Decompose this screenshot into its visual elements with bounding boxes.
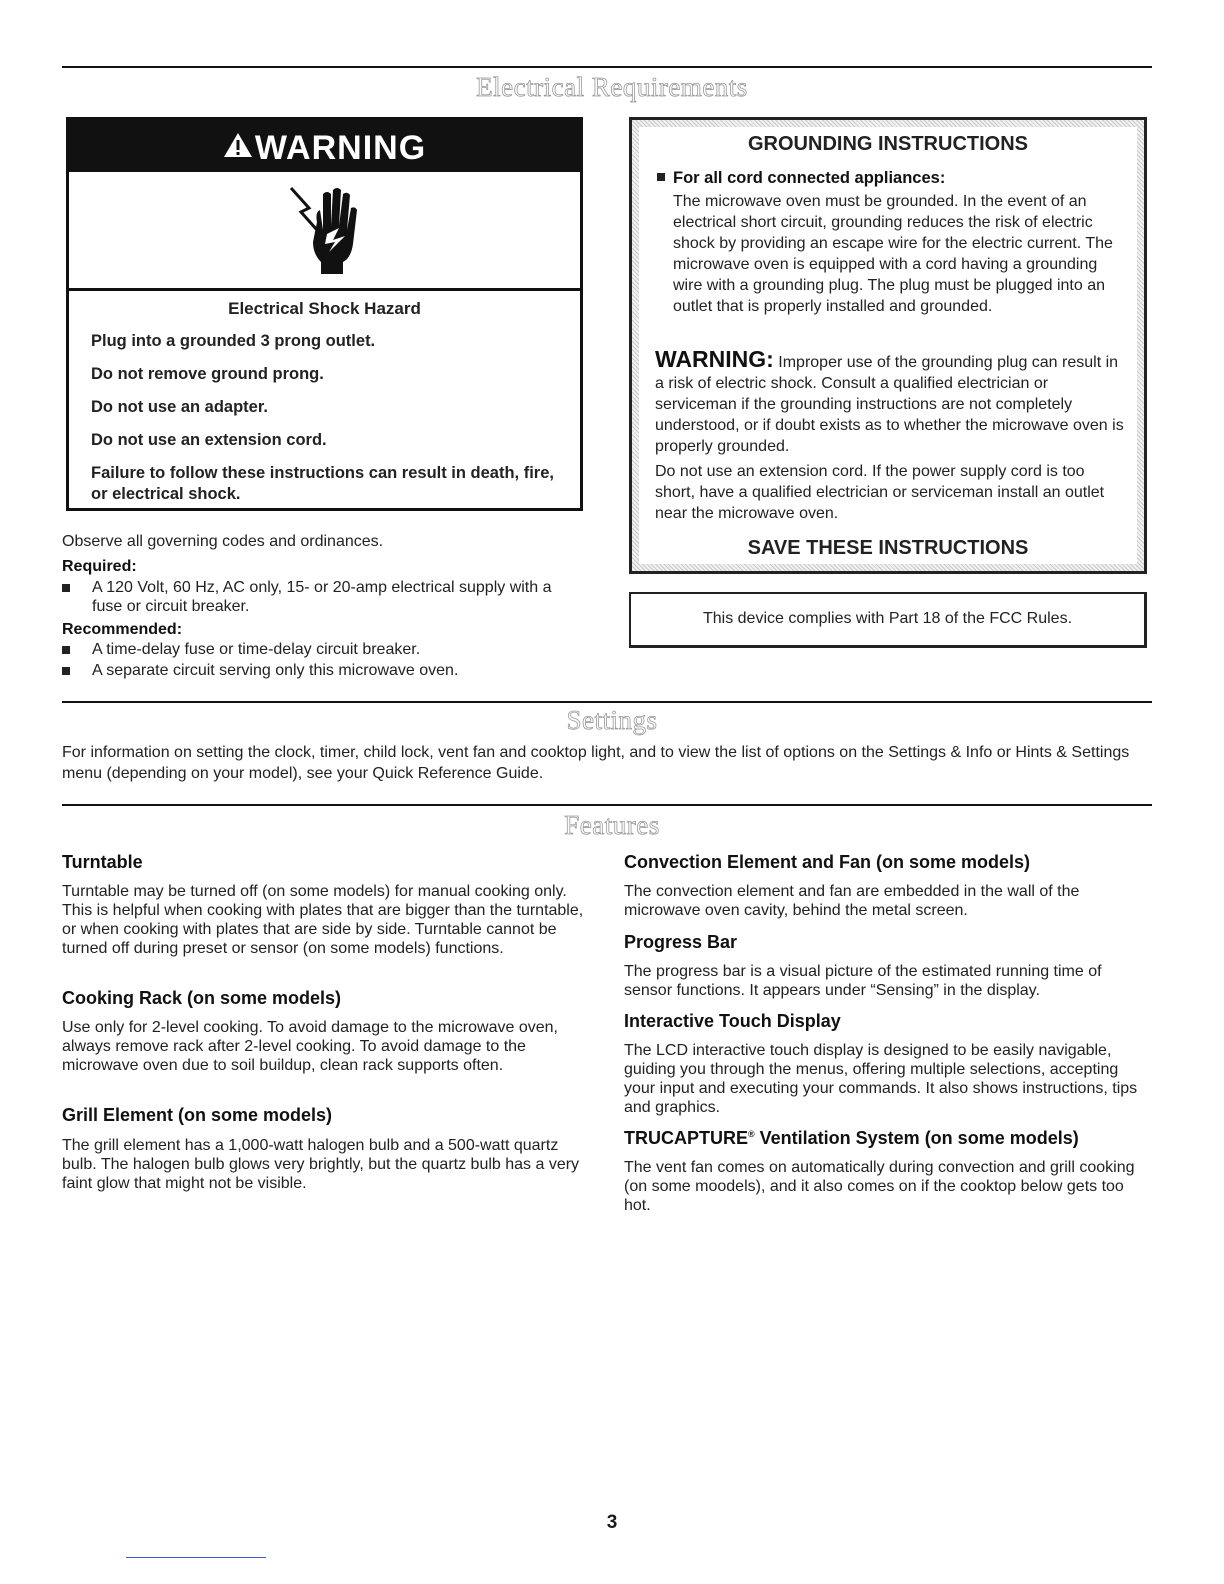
bullet-square xyxy=(62,584,70,592)
feature-text-grill: The grill element has a 1,000-watt halogen bulb and a 500-watt quartz bulb. The halogen bulb glows very brightly, but the quartz bulb has a very faint glow that might not be visible. xyxy=(62,1137,580,1192)
grounding-para: The microwave oven must be grounded. In the event of an electrical short circuit, grounding reduces the risk of electric shock by providing an escape wire for the electric current. The microwave oven is equipped with a cord having a grounding wire with a grounding plug. The plug must be plugged into an outlet that is properly installed and grounded. xyxy=(673,193,1113,315)
required-item xyxy=(62,578,572,618)
grounding-subhead xyxy=(657,169,945,188)
feature-heading-progress: Progress Bar xyxy=(624,932,738,952)
feature-heading-turntable: Turntable xyxy=(62,852,143,872)
warning-line: Do not remove ground prong. xyxy=(91,365,324,383)
observe-text: Observe all governing codes and ordinances. xyxy=(62,533,384,550)
feature-heading-grill: Grill Element (on some models) xyxy=(62,1105,333,1125)
grounding-title: GROUNDING INSTRUCTIONS xyxy=(748,133,1028,155)
feature-text-convection: The convection element and fan are embedded in the wall of the microwave oven cavity, behind the metal screen. xyxy=(624,883,1080,919)
recommended-item-text: A time-delay fuse or time-delay circuit breaker. xyxy=(92,641,421,658)
feature-heading-rack: Cooking Rack (on some models) xyxy=(62,988,342,1008)
grounding-warning-word: WARNING: xyxy=(655,346,774,372)
warning-line: Do not use an adapter. xyxy=(91,398,268,416)
recommended-item xyxy=(62,640,572,660)
feature-text-trucapture: The vent fan comes on automatically during convection and grill cooking (on some moodels), and it also comes on if the cooktop below gets too hot. xyxy=(624,1159,1135,1214)
required-item-text: A 120 Volt, 60 Hz, AC only, 15- or 20-amp electrical supply with a fuse or circuit breaker. xyxy=(92,579,552,615)
feature-text-turntable: Turntable may be turned off (on some models) for manual cooking only. This is helpful when cooking with plates that are bigger than the turntable, or when cooking with plates that are side by side. Turntable cannot be turned off during preset or sensor (on some models) functions. xyxy=(62,883,584,957)
recommended-item xyxy=(62,661,572,681)
section-title-features: Features xyxy=(564,810,660,840)
page-number: 3 xyxy=(606,1512,618,1533)
section-rule xyxy=(62,804,1152,806)
feature-text-touch: The LCD interactive touch display is designed to be easily navigable, guiding you through the menus, offering multiple selections, accepting your input and executing your commands. It also shows instructions, tips and graphics. xyxy=(624,1042,1138,1116)
feature-heading-convection: Convection Element and Fan (on some models) xyxy=(624,852,1031,872)
grounding-inner xyxy=(639,127,1137,564)
warning-header xyxy=(69,120,580,172)
warning-header-text: WARNING xyxy=(254,129,427,167)
electric-shock-hand-icon xyxy=(287,182,367,278)
grounding-subhead-text: For all cord connected appliances: xyxy=(673,169,946,187)
grounding-box xyxy=(629,117,1147,574)
warning-box xyxy=(66,117,583,511)
feature-heading-trucapture xyxy=(624,1128,1079,1149)
warning-line: Do not use an extension cord. xyxy=(91,431,327,449)
save-instructions: SAVE THESE INSTRUCTIONS xyxy=(747,537,1029,559)
settings-text: For information on setting the clock, timer, child lock, vent fan and cooktop light, and to view the list of options on the Settings & Info or Hints & Settings menu (depending on your model), see your Quick Reference Guide. xyxy=(62,744,1130,782)
warning-line: Failure to follow these instructions can result in death, fire, or electrical shock. xyxy=(91,464,554,503)
bullet-square xyxy=(657,173,665,181)
trucapture-heading-rest: Ventilation System (on some models) xyxy=(754,1128,1079,1148)
bullet-square xyxy=(62,667,70,675)
registered-mark: ® xyxy=(748,1129,755,1139)
bottom-link-line xyxy=(126,1557,266,1558)
section-title-electrical: Electrical Requirements xyxy=(476,72,748,102)
recommended-label: Recommended: xyxy=(62,621,183,638)
fcc-notice: This device complies with Part 18 of the FCC Rules. xyxy=(629,592,1147,648)
warning-line: Plug into a grounded 3 prong outlet. xyxy=(91,332,376,350)
feature-heading-touch: Interactive Touch Display xyxy=(624,1011,841,1031)
grounding-warning-text: Improper use of the grounding plug can result in a risk of electric shock. Consult a qualified electrician or serviceman if the grounding instructions are not completely understood, or if doubt exists as to whether the microwave oven is properly grounded. xyxy=(655,354,1124,455)
grounding-warning-para xyxy=(655,346,1127,457)
grounding-para: Do not use an extension cord. If the power supply cord is too short, have a qualified electrician or serviceman install an outlet near the microwave oven. xyxy=(655,463,1105,522)
bullet-square xyxy=(62,646,70,654)
section-title-settings: Settings xyxy=(566,705,658,735)
hazard-title: Electrical Shock Hazard xyxy=(228,299,421,318)
section-rule xyxy=(62,66,1152,68)
shock-hazard-area xyxy=(69,172,580,291)
feature-text-rack: Use only for 2-level cooking. To avoid damage to the microwave oven, always remove rack after 2-level cooking. To avoid damage to the microwave oven due to soil buildup, clean rack supports often. xyxy=(62,1019,558,1074)
recommended-item-text: A separate circuit serving only this microwave oven. xyxy=(92,662,459,679)
feature-text-progress: The progress bar is a visual picture of the estimated running time of sensor functions. It appears under “Sensing” in the display. xyxy=(624,963,1102,999)
section-rule xyxy=(62,701,1152,703)
required-label: Required: xyxy=(62,558,137,575)
trucapture-brand: TRUCAPTURE xyxy=(624,1128,748,1148)
warning-triangle-icon xyxy=(223,119,253,175)
